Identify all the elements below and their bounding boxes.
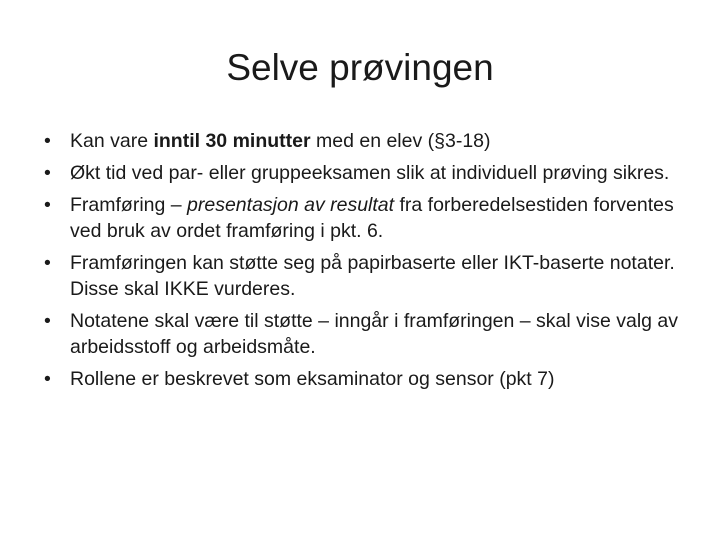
slide-title: Selve prøvingen <box>226 47 494 88</box>
bullet-point-icon: • <box>44 310 51 332</box>
bullet-text-post: med en elev (§3-18) <box>310 130 491 152</box>
bullet-point-icon: • <box>44 162 51 184</box>
bullet-text: Økt tid ved par- eller gruppeeksamen slik at individuell prøving sikres. <box>70 162 670 184</box>
bullet-list <box>44 128 692 398</box>
bullet-point-icon: • <box>44 130 51 152</box>
bullet-item-group-exam <box>44 160 684 186</box>
bullet-text: Notatene skal være til støtte – inngår i framføringen – skal vise valg av arbeidsstoff og arbeidsmåte. <box>70 310 679 358</box>
bullet-point-icon: • <box>44 194 51 216</box>
bullet-item-presentation <box>44 192 684 244</box>
bullet-text-bold: inntil 30 minutter <box>153 130 311 152</box>
bullet-text: Rollene er beskrevet som eksaminator og sensor (pkt 7) <box>70 368 555 390</box>
bullet-text-pre: Kan vare <box>70 130 154 152</box>
bullet-item-notes-support <box>44 250 692 302</box>
bullet-text-pre: Framføring – <box>70 194 188 216</box>
bullet-text-italic: presentasjon av resultat <box>187 194 395 216</box>
bullet-item-notes-content <box>44 308 684 360</box>
bullet-text-post: fra forberedelsestiden forventes ved bruk av ordet framføring i pkt. 6. <box>70 194 674 242</box>
bullet-point-icon: • <box>44 252 51 274</box>
bullet-text: Framføringen kan støtte seg på papirbaserte eller IKT-baserte notater. Disse skal IKKE vurderes. <box>70 252 692 300</box>
bullet-point-icon: • <box>44 368 51 390</box>
bullet-item-roles <box>44 366 684 392</box>
bullet-item-duration <box>44 128 684 154</box>
